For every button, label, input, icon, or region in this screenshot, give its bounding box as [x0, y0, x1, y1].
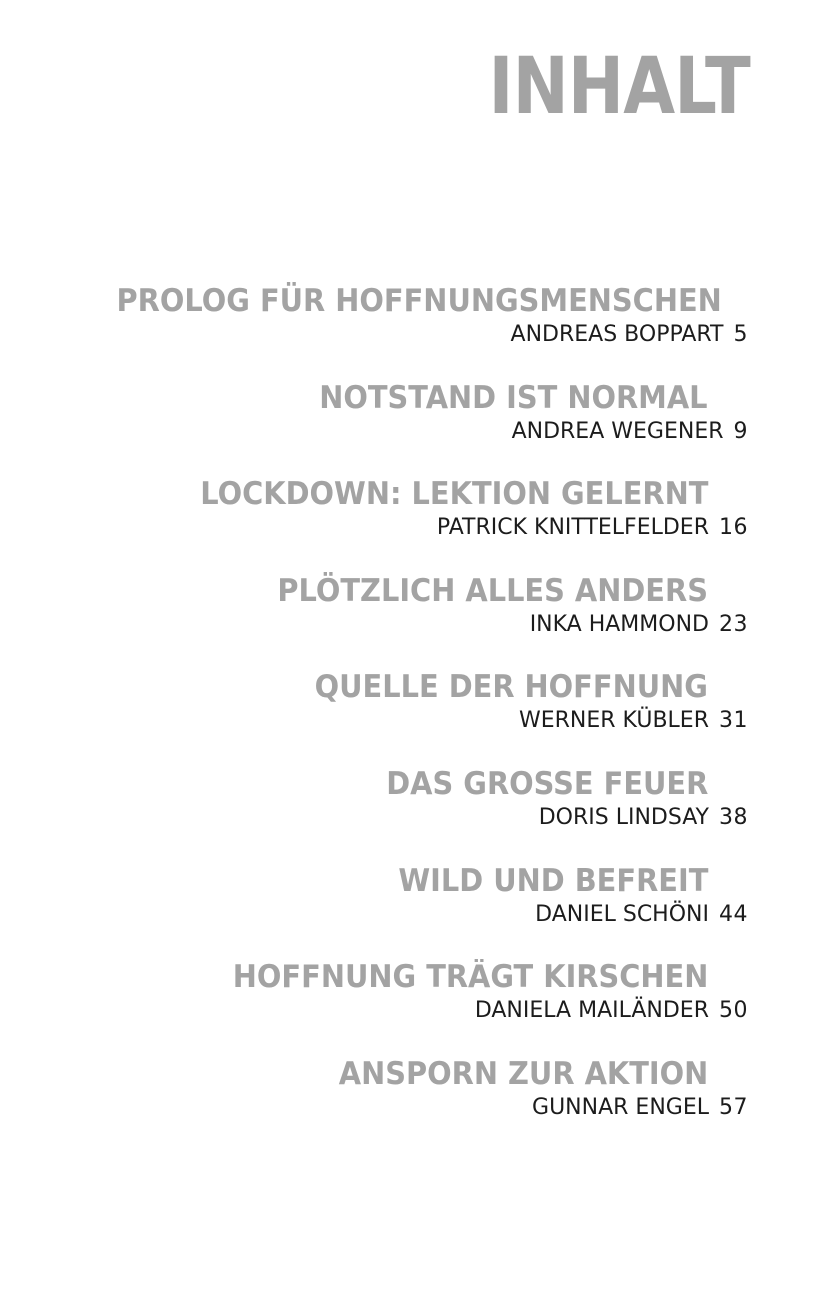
toc-entry-meta	[532, 1095, 748, 1121]
toc-entry-author: ANDREA WEGENER	[511, 418, 724, 444]
toc-entry[interactable]	[0, 574, 830, 671]
toc-entry[interactable]	[0, 1057, 830, 1154]
toc-entry-page-number: 16	[719, 515, 748, 541]
toc-entry-title: DAS GROSSE FEUER	[385, 765, 708, 802]
toc-entry-meta	[437, 515, 748, 541]
toc-entry-title: PLÖTZLICH ALLES ANDERS	[277, 572, 708, 609]
toc-entry-title: ANSPORN ZUR AKTION	[338, 1055, 708, 1092]
toc-entry[interactable]	[0, 381, 830, 478]
toc-entry-page-number: 50	[719, 998, 748, 1024]
table-of-contents	[0, 284, 830, 1153]
toc-entry-author: ANDREAS BOPPART	[510, 322, 724, 347]
toc-entry-page-number: 9	[733, 418, 748, 444]
toc-entry[interactable]	[0, 767, 830, 864]
toc-entry-page-number: 23	[719, 611, 748, 637]
toc-entry-meta	[519, 708, 748, 734]
toc-entry[interactable]	[0, 670, 830, 767]
toc-entry-author: DORIS LINDSAY	[538, 804, 709, 830]
toc-entry-title: PROLOG FÜR HOFFNUNGSMENSCHEN	[116, 283, 722, 319]
page-title: INHALT	[488, 42, 750, 132]
toc-entry-meta	[530, 612, 748, 638]
toc-entry-author: GUNNAR ENGEL	[532, 1094, 709, 1120]
toc-entry-title: QUELLE DER HOFFNUNG	[314, 669, 708, 706]
toc-entry-author: DANIELA MAILÄNDER	[474, 998, 709, 1024]
toc-entry-title: HOFFNUNG TRÄGT KIRSCHEN	[232, 959, 708, 996]
toc-entry-author: PATRICK KNITTELFELDER	[436, 515, 709, 541]
toc-entry[interactable]	[0, 960, 830, 1057]
toc-entry-meta	[511, 322, 748, 348]
toc-entry-author: WERNER KÜBLER	[518, 708, 709, 734]
toc-entry-page-number: 44	[719, 901, 748, 927]
toc-entry-author: INKA HAMMOND	[529, 611, 709, 637]
toc-entry-title: LOCKDOWN: LEKTION GELERNT	[199, 476, 708, 513]
toc-entry-page-number: 31	[719, 708, 748, 734]
toc-entry-meta	[512, 419, 748, 445]
toc-entry-author: DANIEL SCHÖNI	[535, 901, 709, 927]
toc-entry[interactable]	[0, 284, 830, 381]
toc-entry-meta	[475, 998, 748, 1024]
toc-entry-page-number: 38	[719, 804, 748, 830]
toc-entry-page-number: 5	[733, 322, 748, 347]
toc-entry-page-number: 57	[719, 1094, 748, 1120]
toc-entry[interactable]	[0, 477, 830, 574]
toc-entry-title: WILD UND BEFREIT	[397, 862, 708, 899]
toc-entry-meta	[539, 805, 748, 831]
toc-entry[interactable]	[0, 864, 830, 961]
toc-entry-title: NOTSTAND IST NORMAL	[319, 379, 708, 416]
toc-entry-meta	[535, 902, 748, 928]
